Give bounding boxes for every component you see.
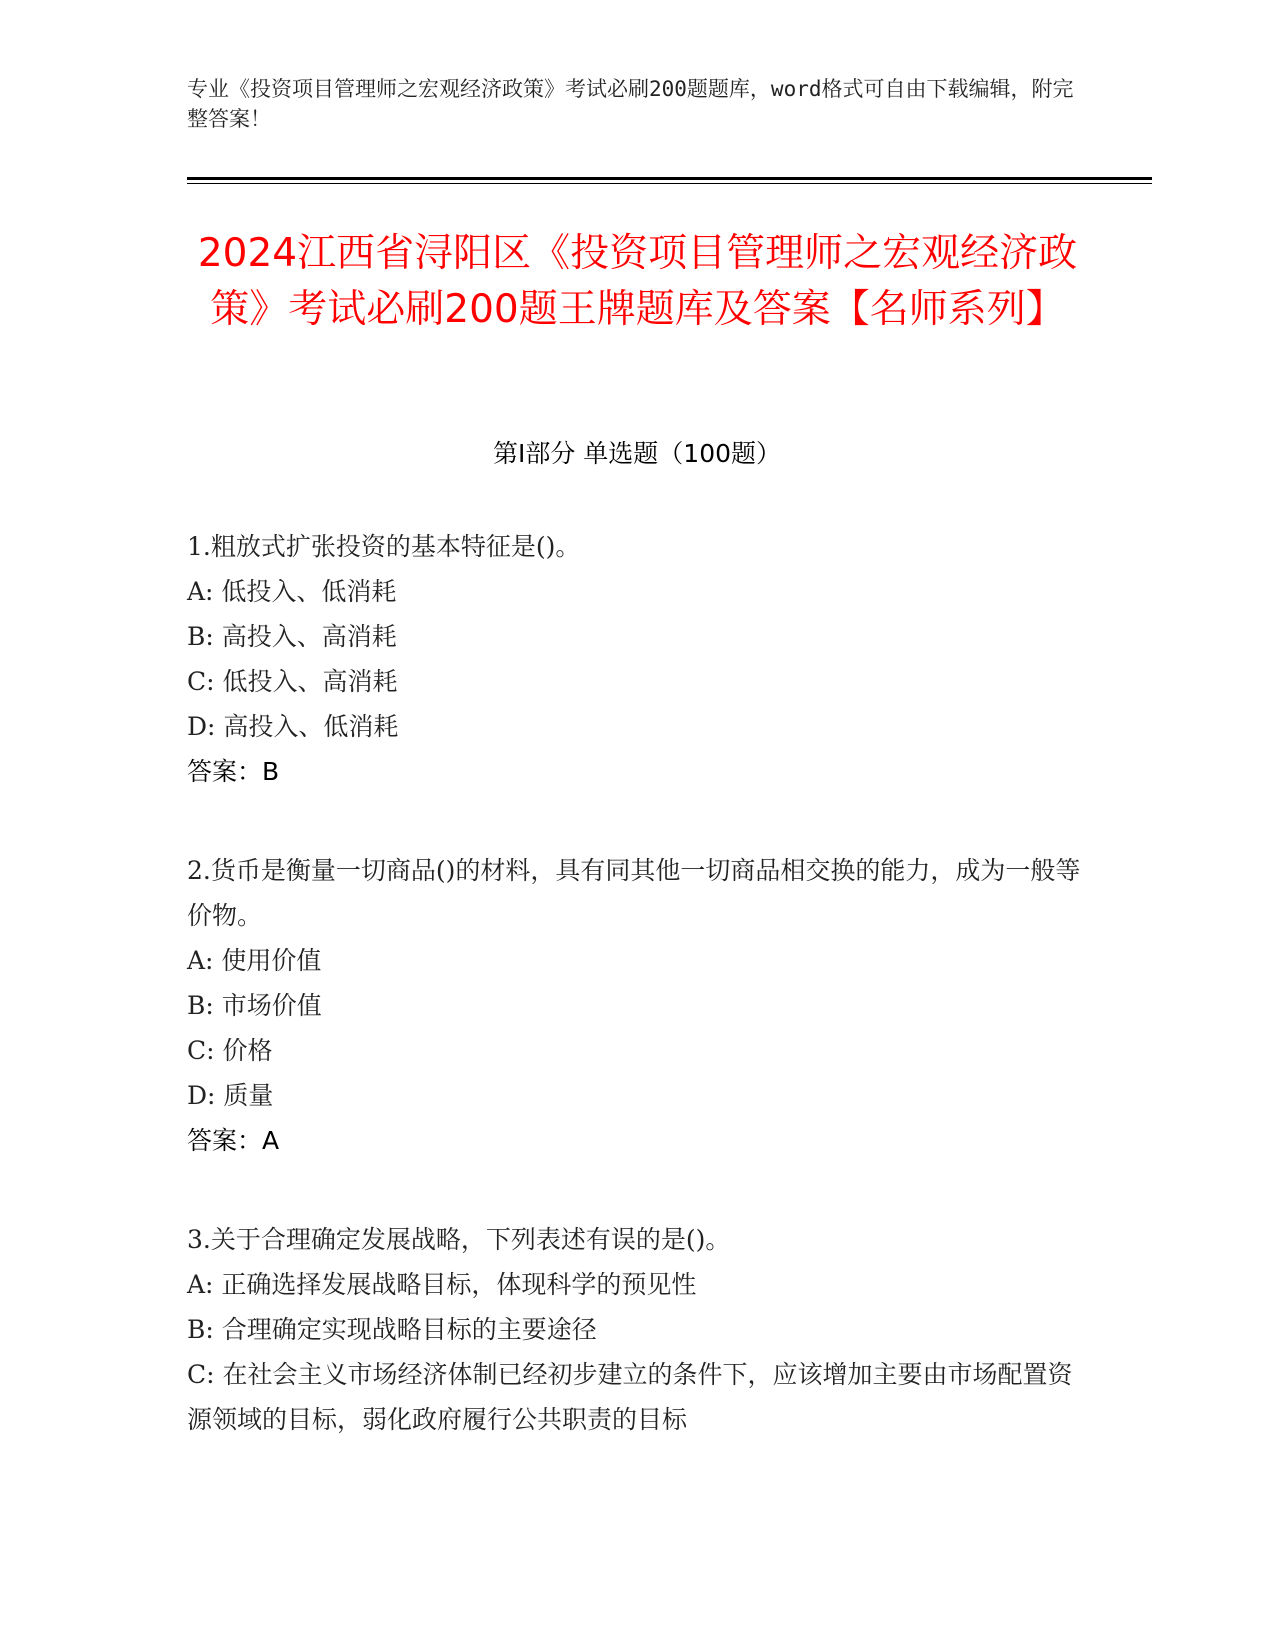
question-1 <box>187 524 1087 794</box>
option-c: C: 低投入、高消耗 <box>187 667 398 696</box>
option-b: B: 合理确定实现战略目标的主要途径 <box>187 1315 597 1344</box>
option-c: C: 在社会主义市场经济体制已经初步建立的条件下，应该增加主要由市场配置资源领域的目标，弱化政府履行公共职责的目标 <box>187 1360 1073 1434</box>
option-a: A: 低投入、低消耗 <box>187 577 397 606</box>
header-divider-thin <box>187 183 1152 184</box>
header-divider-thick <box>187 177 1152 180</box>
option-a: A: 使用价值 <box>187 946 322 975</box>
option-d: D: 质量 <box>187 1081 274 1110</box>
answer: 答案：B <box>187 757 280 786</box>
answer: 答案：A <box>187 1126 280 1155</box>
question-2 <box>187 848 1087 1163</box>
question-stem: 2.货币是衡量一切商品()的材料，具有同其他一切商品相交换的能力，成为一般等价物。 <box>187 856 1081 930</box>
question-3 <box>187 1217 1087 1442</box>
question-stem: 3.关于合理确定发展战略，下列表述有误的是()。 <box>187 1225 731 1254</box>
option-d: D: 高投入、低消耗 <box>187 712 399 741</box>
option-b: B: 高投入、高消耗 <box>187 622 397 651</box>
option-a: A: 正确选择发展战略目标，体现科学的预见性 <box>187 1270 697 1299</box>
option-b: B: 市场价值 <box>187 991 322 1020</box>
option-c: C: 价格 <box>187 1036 273 1065</box>
question-stem: 1.粗放式扩张投资的基本特征是()。 <box>187 532 581 561</box>
section-heading: 第I部分 单选题（100题） <box>492 439 782 468</box>
header-note: 专业《投资项目管理师之宏观经济政策》考试必刷200题题库，word格式可自由下载编辑，附完整答案！ <box>187 77 1074 131</box>
question-list <box>187 524 1087 1496</box>
document-title: 2024江西省浔阳区《投资项目管理师之宏观经济政策》考试必刷200题王牌题库及答案【名师系列】 <box>197 231 1078 332</box>
